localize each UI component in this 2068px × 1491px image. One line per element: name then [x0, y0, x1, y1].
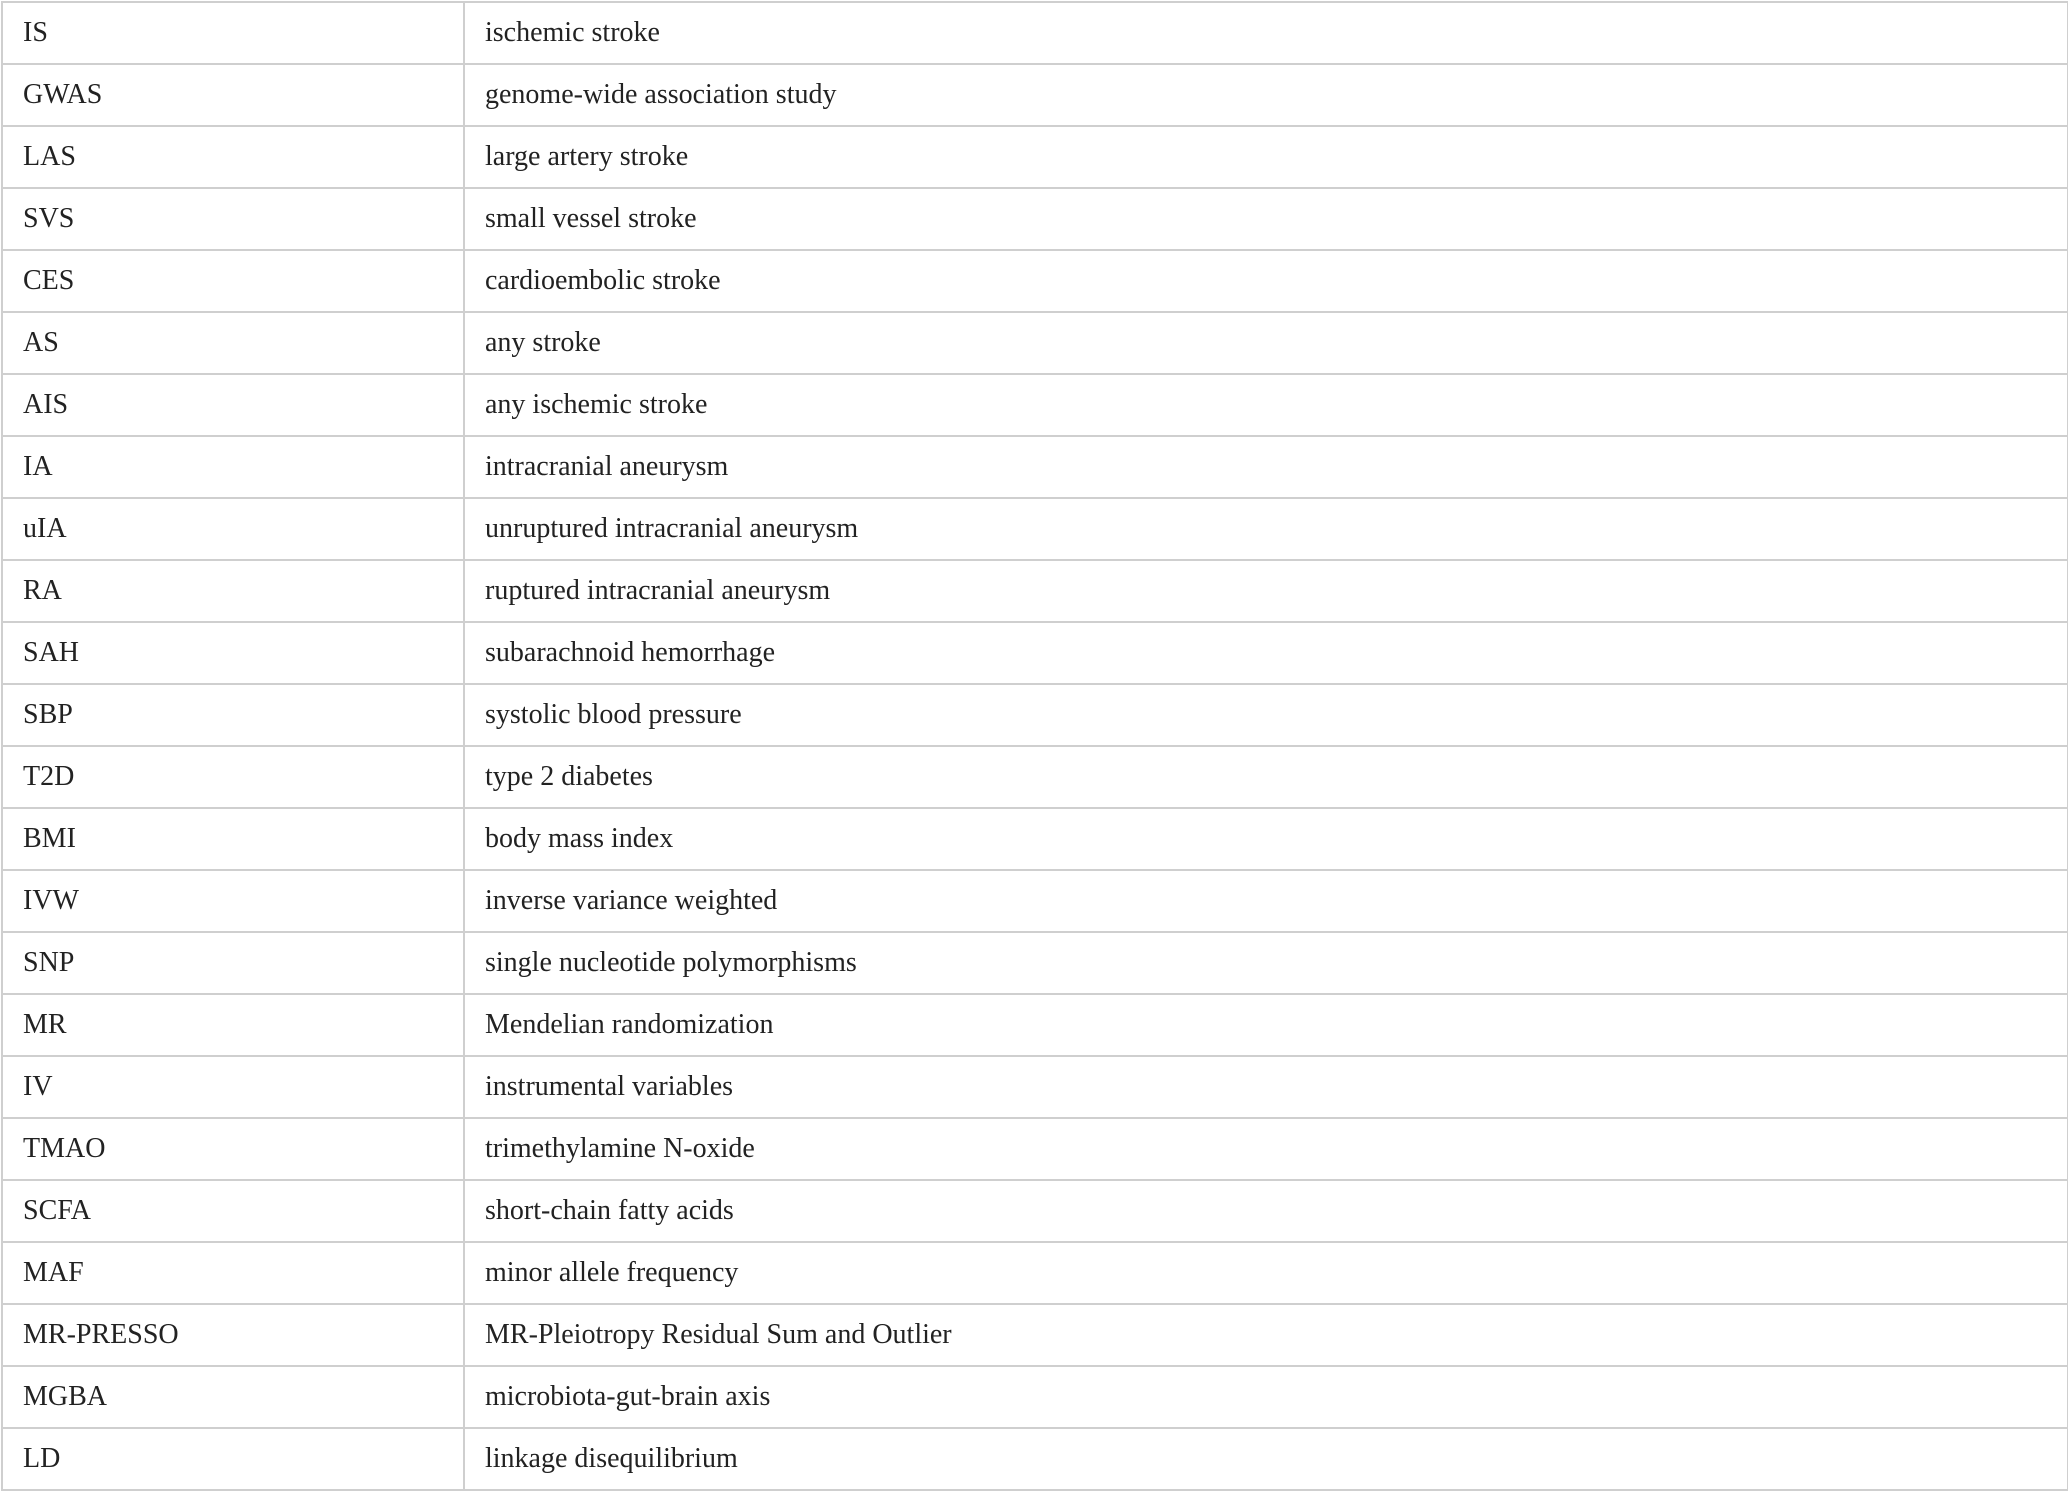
abbreviation-cell: IA	[2, 436, 464, 498]
abbreviation-cell: SVS	[2, 188, 464, 250]
definition-cell: small vessel stroke	[464, 188, 2068, 250]
definition-cell: unruptured intracranial aneurysm	[464, 498, 2068, 560]
definition-cell: Mendelian randomization	[464, 994, 2068, 1056]
definition-cell: any stroke	[464, 312, 2068, 374]
abbreviation-cell: SAH	[2, 622, 464, 684]
abbreviation-cell: SNP	[2, 932, 464, 994]
table-row	[2, 126, 2068, 188]
abbreviation-cell: SCFA	[2, 1180, 464, 1242]
table-row	[2, 1366, 2068, 1428]
abbreviation-cell: AIS	[2, 374, 464, 436]
abbreviation-cell: MAF	[2, 1242, 464, 1304]
abbreviation-cell: LAS	[2, 126, 464, 188]
definition-cell: any ischemic stroke	[464, 374, 2068, 436]
table-row	[2, 932, 2068, 994]
table-row	[2, 1180, 2068, 1242]
definition-cell: subarachnoid hemorrhage	[464, 622, 2068, 684]
table-row	[2, 1304, 2068, 1366]
definition-cell: systolic blood pressure	[464, 684, 2068, 746]
table-row	[2, 188, 2068, 250]
table-row	[2, 808, 2068, 870]
definition-cell: intracranial aneurysm	[464, 436, 2068, 498]
table-row	[2, 994, 2068, 1056]
definition-cell: ischemic stroke	[464, 2, 2068, 64]
definition-cell: minor allele frequency	[464, 1242, 2068, 1304]
definition-cell: microbiota-gut-brain axis	[464, 1366, 2068, 1428]
table-row	[2, 498, 2068, 560]
definition-cell: body mass index	[464, 808, 2068, 870]
abbreviation-cell: SBP	[2, 684, 464, 746]
abbreviation-cell: AS	[2, 312, 464, 374]
definition-cell: single nucleotide polymorphisms	[464, 932, 2068, 994]
table-row	[2, 1056, 2068, 1118]
definition-cell: short-chain fatty acids	[464, 1180, 2068, 1242]
definition-cell: ruptured intracranial aneurysm	[464, 560, 2068, 622]
table-row	[2, 560, 2068, 622]
abbreviation-cell: MR-PRESSO	[2, 1304, 464, 1366]
abbreviation-cell: uIA	[2, 498, 464, 560]
table-row	[2, 684, 2068, 746]
abbreviation-cell: GWAS	[2, 64, 464, 126]
definition-cell: large artery stroke	[464, 126, 2068, 188]
definition-cell: linkage disequilibrium	[464, 1428, 2068, 1490]
table-row	[2, 374, 2068, 436]
abbreviation-cell: IV	[2, 1056, 464, 1118]
abbreviation-cell: T2D	[2, 746, 464, 808]
definition-cell: cardioembolic stroke	[464, 250, 2068, 312]
definition-cell: genome-wide association study	[464, 64, 2068, 126]
table-row	[2, 436, 2068, 498]
abbreviation-cell: IVW	[2, 870, 464, 932]
table-row	[2, 1428, 2068, 1490]
definition-cell: inverse variance weighted	[464, 870, 2068, 932]
abbreviation-cell: CES	[2, 250, 464, 312]
abbreviation-cell: BMI	[2, 808, 464, 870]
abbreviations-table	[1, 1, 2068, 1491]
abbreviation-cell: RA	[2, 560, 464, 622]
definition-cell: MR-Pleiotropy Residual Sum and Outlier	[464, 1304, 2068, 1366]
table-row	[2, 622, 2068, 684]
table-row	[2, 870, 2068, 932]
definition-cell: type 2 diabetes	[464, 746, 2068, 808]
definition-cell: instrumental variables	[464, 1056, 2068, 1118]
table-row	[2, 64, 2068, 126]
abbreviation-cell: TMAO	[2, 1118, 464, 1180]
table-row	[2, 1118, 2068, 1180]
table-row	[2, 1242, 2068, 1304]
abbreviation-cell: MGBA	[2, 1366, 464, 1428]
definition-cell: trimethylamine N-oxide	[464, 1118, 2068, 1180]
abbreviation-cell: IS	[2, 2, 464, 64]
table-row	[2, 746, 2068, 808]
table-row	[2, 2, 2068, 64]
abbreviation-cell: MR	[2, 994, 464, 1056]
abbreviation-cell: LD	[2, 1428, 464, 1490]
table-row	[2, 312, 2068, 374]
table-row	[2, 250, 2068, 312]
abbreviations-table-body	[2, 2, 2068, 1490]
